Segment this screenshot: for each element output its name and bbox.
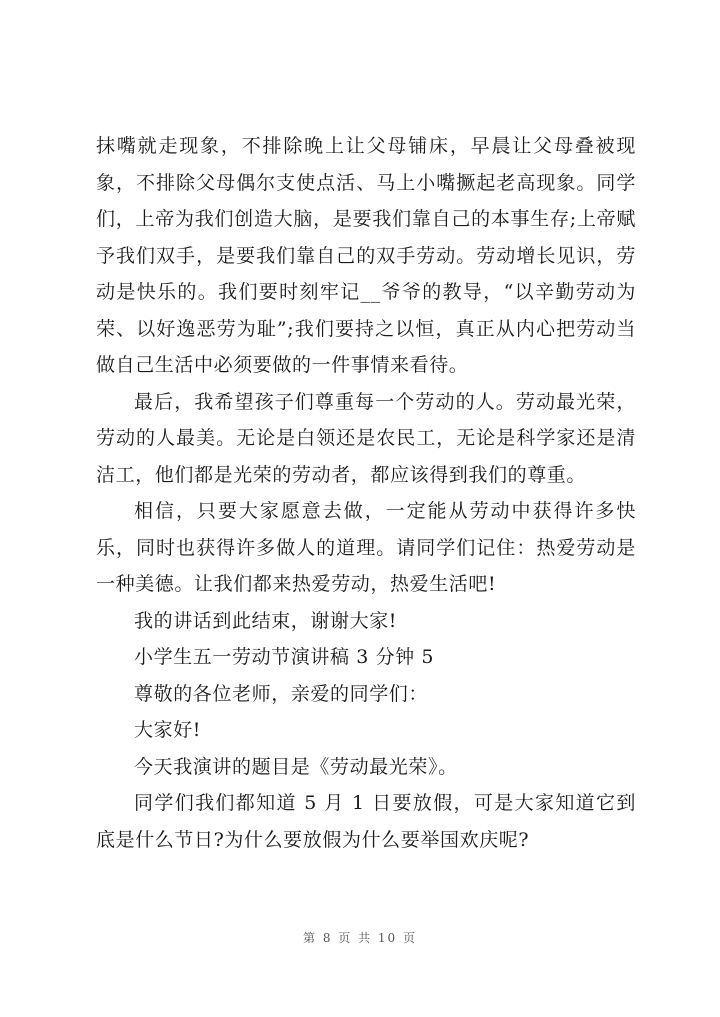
paragraph-believe: 相信，只要大家愿意去做，一定能从劳动中获得许多快乐，同时也获得许多做人的道理。请同学们记住：热爱劳动是一种美德。让我们都来热爱劳动，热爱生活吧! [96, 500, 636, 595]
page-number-footer: 第 8 页 共 10 页 [303, 931, 417, 945]
paragraph-may-day: 同学们我们都知道 5 月 1 日要放假，可是大家知道它到底是什么节日?为什么要放假为什么要举国欢庆呢? [96, 792, 636, 851]
paragraph-respect-workers: 最后，我希望孩子们尊重每一个劳动的人。劳动最光荣，劳动的人最美。无论是白领还是农民工，无论是科学家还是清洁工，他们都是光荣的劳动者，都应该得到我们的尊重。 [96, 390, 636, 486]
document-body [96, 128, 636, 858]
paragraph-continuation: 抹嘴就走现象，不排除晚上让父母铺床，早晨让父母叠被现象，不排除父母偶尔支使点活、马上小嘴撅起老高现象。同学们，上帝为我们创造大脑，是要我们靠自己的本事生存;上帝赋予我们双手，是要我们靠自己的双手劳动。劳动增长见识，劳动是快乐的。我们要时刻牢记__爷爷的教导，“以辛勤劳动为荣、以好逸恶劳为耻”;我们要持之以恒，真正从内心把劳动当做自己生活中必须要做的一件事情来看待。 [96, 135, 636, 376]
section-heading: 小学生五一劳动节演讲稿 3 分钟 5 [134, 646, 435, 668]
paragraph-closing: 我的讲话到此结束，谢谢大家! [134, 609, 398, 632]
paragraph-greeting: 大家好! [134, 719, 202, 741]
paragraph-salutation: 尊敬的各位老师，亲爱的同学们： [134, 682, 429, 705]
paragraph-topic: 今天我演讲的题目是《劳动最光荣》。 [134, 755, 458, 778]
